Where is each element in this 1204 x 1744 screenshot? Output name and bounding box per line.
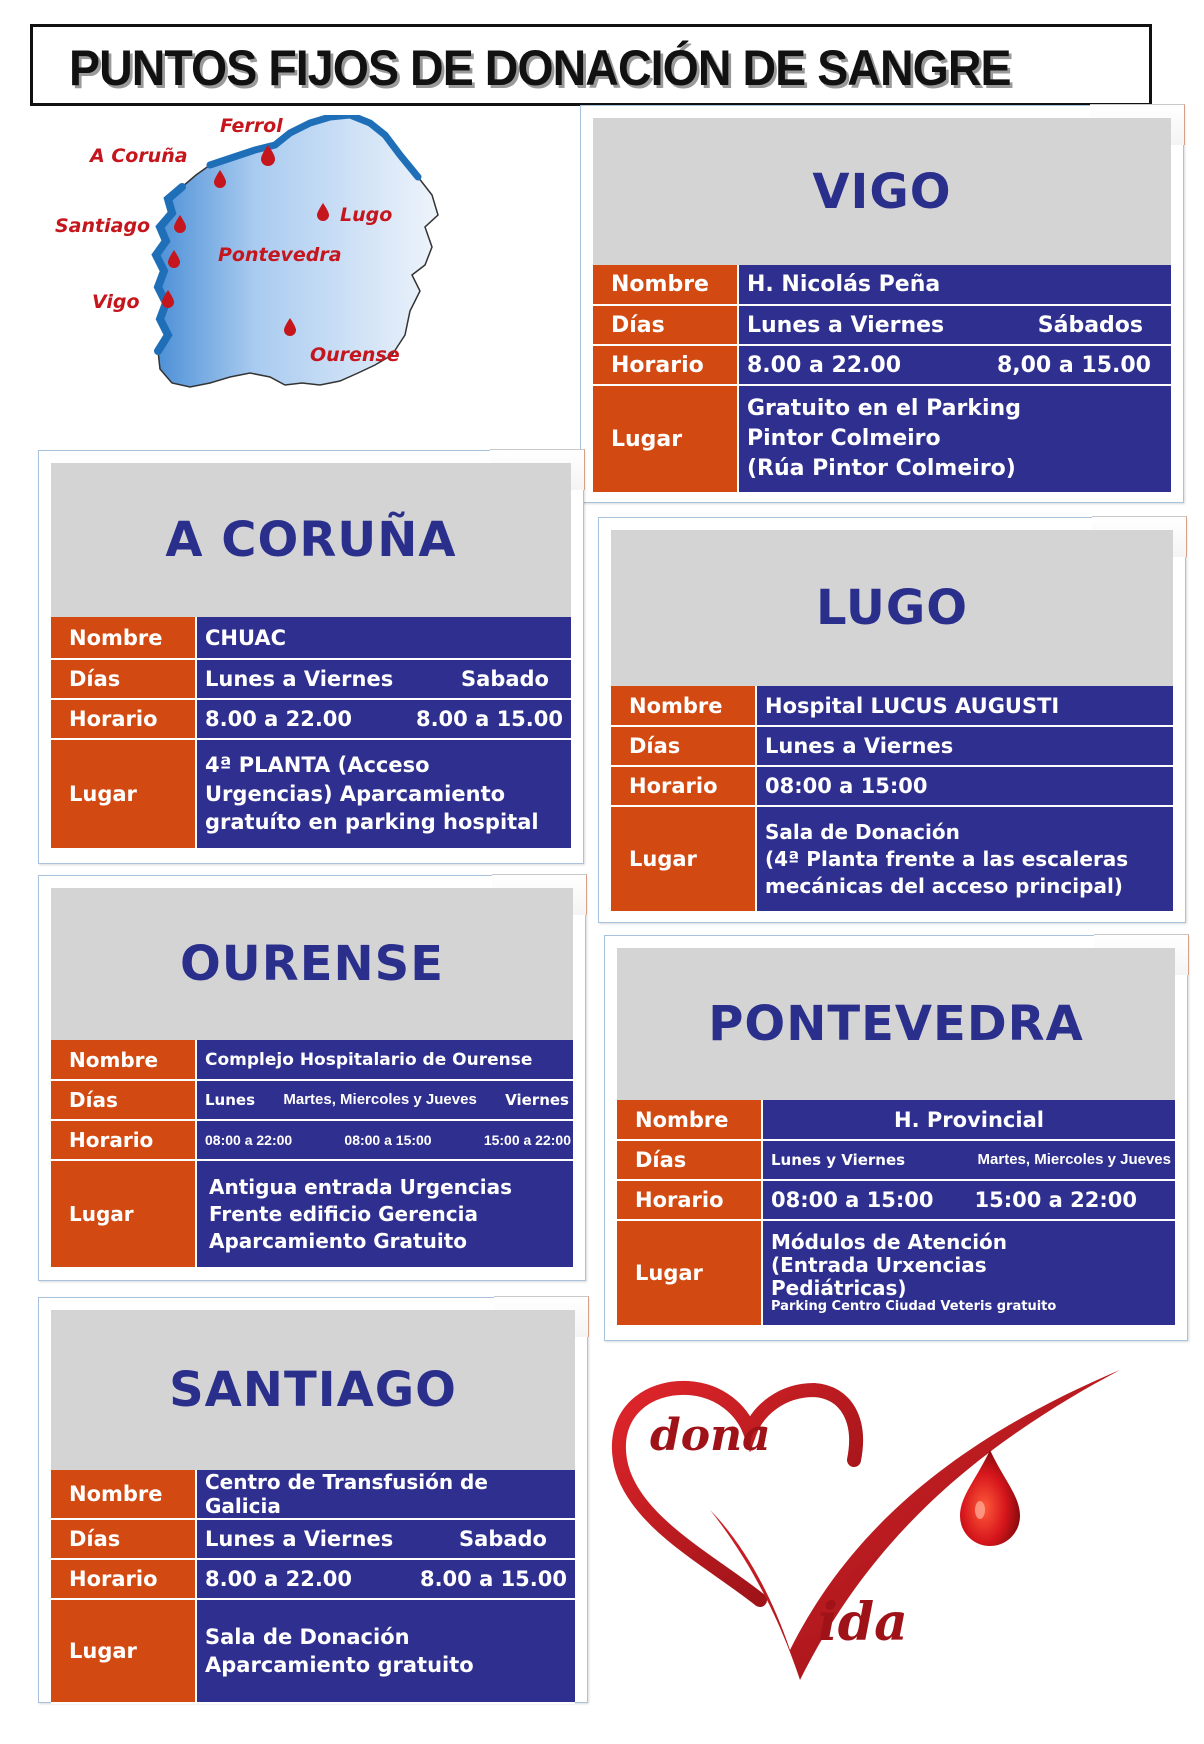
horario-weekend: 8.00 a 15.00 — [419, 1567, 567, 1591]
horario-weekend: 8.00 a 15.00 — [415, 707, 563, 731]
map-label-vigo: Vigo — [92, 291, 140, 313]
label-horario: Horario — [51, 1559, 196, 1599]
info-table — [51, 1040, 573, 1269]
card-ourense — [38, 875, 586, 1281]
value-horario — [738, 345, 1171, 385]
card-lugo — [598, 517, 1186, 923]
value-dias — [196, 1519, 575, 1559]
title-box — [30, 24, 1152, 106]
label-dias: Días — [51, 659, 196, 699]
lugar-line: mecánicas del acceso principal) — [765, 873, 1123, 898]
lugar-line: gratuíto en parking hospital — [205, 810, 539, 835]
value-nombre: CHUAC — [196, 617, 571, 659]
value-horario — [196, 1559, 575, 1599]
value-dias — [196, 1080, 573, 1120]
label-nombre: Nombre — [611, 686, 756, 726]
card-coruna — [38, 450, 584, 864]
city-heading: PONTEVEDRA — [617, 948, 1175, 1100]
map-label-lugo: Lugo — [340, 204, 393, 226]
card-pontevedra — [604, 935, 1188, 1341]
value-lugar — [756, 806, 1173, 912]
horario-item: 08:00 a 15:00 — [344, 1132, 432, 1148]
lugar-line: (Entrada Urxencias — [771, 1253, 987, 1278]
city-heading: LUGO — [611, 530, 1173, 686]
label-nombre: Nombre — [593, 265, 738, 305]
label-lugar: Lugar — [611, 806, 756, 912]
value-horario — [196, 1120, 573, 1160]
info-table — [617, 1100, 1175, 1327]
value-dias — [762, 1140, 1175, 1180]
dias-item: Lunes — [205, 1091, 256, 1109]
info-table — [593, 265, 1171, 494]
dias-weekday: Lunes a Viernes — [747, 312, 945, 338]
dias-item: Martes, Miercoles y Jueves — [977, 1151, 1171, 1168]
label-dias: Días — [51, 1519, 196, 1559]
page-title: PUNTOS FIJOS DE DONACIÓN DE SANGRE — [69, 40, 1011, 96]
value-lugar — [762, 1220, 1175, 1326]
lugar-line: Sala de Donación — [205, 1624, 410, 1649]
card-santiago — [38, 1297, 588, 1703]
horario-item: 08:00 a 22:00 — [205, 1132, 293, 1148]
lugar-line: Pediátricas) — [771, 1276, 907, 1301]
dias-item: Lunes y Viernes — [771, 1151, 906, 1169]
map-label-coruna: A Coruña — [90, 145, 188, 167]
horario-item: 08:00 a 15:00 — [771, 1188, 934, 1212]
horario-weekday: 8.00 a 22.00 — [205, 1567, 353, 1591]
lugar-line: Antigua entrada Urgencias — [209, 1174, 512, 1199]
logo-word-ida: ida — [818, 1592, 908, 1653]
label-lugar: Lugar — [51, 739, 196, 849]
lugar-line: Aparcamiento gratuito — [205, 1653, 474, 1677]
lugar-line: Frente edificio Gerencia — [209, 1201, 478, 1226]
label-horario: Horario — [593, 345, 738, 385]
lugar-line-small: Parking Centro Ciudad Veteris gratuito — [771, 1299, 1057, 1315]
label-nombre: Nombre — [51, 1470, 196, 1519]
label-nombre: Nombre — [51, 617, 196, 659]
lugar-line: Sala de Donación — [765, 819, 960, 844]
dias-item: Viernes — [505, 1091, 569, 1109]
lugar-line: Pintor Colmeiro — [747, 426, 941, 452]
label-lugar: Lugar — [617, 1220, 762, 1326]
lugar-line: Aparcamiento Gratuito — [209, 1228, 467, 1253]
label-dias: Días — [593, 305, 738, 345]
label-dias: Días — [51, 1080, 196, 1120]
dona-vida-logo — [600, 1350, 1160, 1690]
label-lugar: Lugar — [593, 385, 738, 493]
horario-weekday: 8.00 a 22.00 — [747, 352, 902, 378]
label-lugar: Lugar — [51, 1599, 196, 1703]
card-vigo — [580, 105, 1184, 503]
lugar-line: (4ª Planta frente a las escaleras — [765, 846, 1129, 871]
value-horario — [762, 1180, 1175, 1220]
label-horario: Horario — [611, 766, 756, 806]
lugar-line: Urgencias) Aparcamiento — [205, 781, 506, 806]
dias-item: Martes, Miercoles y Jueves — [283, 1091, 477, 1108]
value-nombre: Hospital LUCUS AUGUSTI — [756, 686, 1173, 726]
city-heading: A CORUÑA — [51, 463, 571, 617]
check-icon — [710, 1370, 1120, 1680]
dias-weekend: Sabado — [461, 667, 549, 691]
map-label-santiago: Santiago — [55, 215, 151, 237]
label-dias: Días — [617, 1140, 762, 1180]
info-table — [611, 686, 1173, 913]
galicia-map — [40, 115, 600, 445]
city-heading: OURENSE — [51, 888, 573, 1040]
dias-weekday: Lunes a Viernes — [205, 1527, 394, 1551]
map-label-ferrol: Ferrol — [220, 115, 283, 137]
lugar-line: Gratuito en el Parking — [747, 396, 1021, 422]
city-heading: SANTIAGO — [51, 1310, 575, 1470]
lugar-line: 4ª PLANTA (Acceso — [205, 753, 430, 778]
value-dias: Lunes a Viernes — [756, 726, 1173, 766]
value-horario — [196, 699, 571, 739]
value-lugar — [738, 385, 1171, 493]
label-nombre: Nombre — [51, 1040, 196, 1080]
value-lugar — [196, 1160, 573, 1268]
info-table — [51, 617, 571, 850]
city-heading: VIGO — [593, 118, 1171, 265]
label-nombre: Nombre — [617, 1100, 762, 1140]
dias-weekend: Sabado — [459, 1527, 547, 1551]
label-horario: Horario — [617, 1180, 762, 1220]
map-label-ourense: Ourense — [310, 344, 400, 366]
value-lugar — [196, 739, 571, 849]
value-dias — [196, 659, 571, 699]
label-horario: Horario — [51, 699, 196, 739]
dias-weekday: Lunes a Viernes — [205, 667, 394, 691]
horario-weekend: 8,00 a 15.00 — [996, 352, 1151, 378]
logo-word-dona: dona — [650, 1410, 771, 1461]
value-nombre: H. Nicolás Peña — [738, 265, 1171, 305]
label-horario: Horario — [51, 1120, 196, 1160]
value-nombre: H. Provincial — [762, 1100, 1175, 1140]
value-dias — [738, 305, 1171, 345]
horario-item: 15:00 a 22:00 — [974, 1188, 1137, 1212]
dias-weekend: Sábados — [1037, 312, 1143, 338]
value-lugar — [196, 1599, 575, 1703]
horario-item: 15:00 a 22:00 — [483, 1132, 571, 1148]
value-nombre: Complejo Hospitalario de Ourense — [196, 1040, 573, 1080]
value-horario: 08:00 a 15:00 — [756, 766, 1173, 806]
label-lugar: Lugar — [51, 1160, 196, 1268]
value-nombre: Centro de Transfusión de Galicia — [196, 1470, 575, 1519]
lugar-line: (Rúa Pintor Colmeiro) — [747, 455, 1016, 481]
lugar-line: Módulos de Atención — [771, 1230, 1008, 1255]
horario-weekday: 8.00 a 22.00 — [205, 707, 353, 731]
label-dias: Días — [611, 726, 756, 766]
info-table — [51, 1470, 575, 1704]
map-label-pontevedra: Pontevedra — [218, 244, 342, 266]
